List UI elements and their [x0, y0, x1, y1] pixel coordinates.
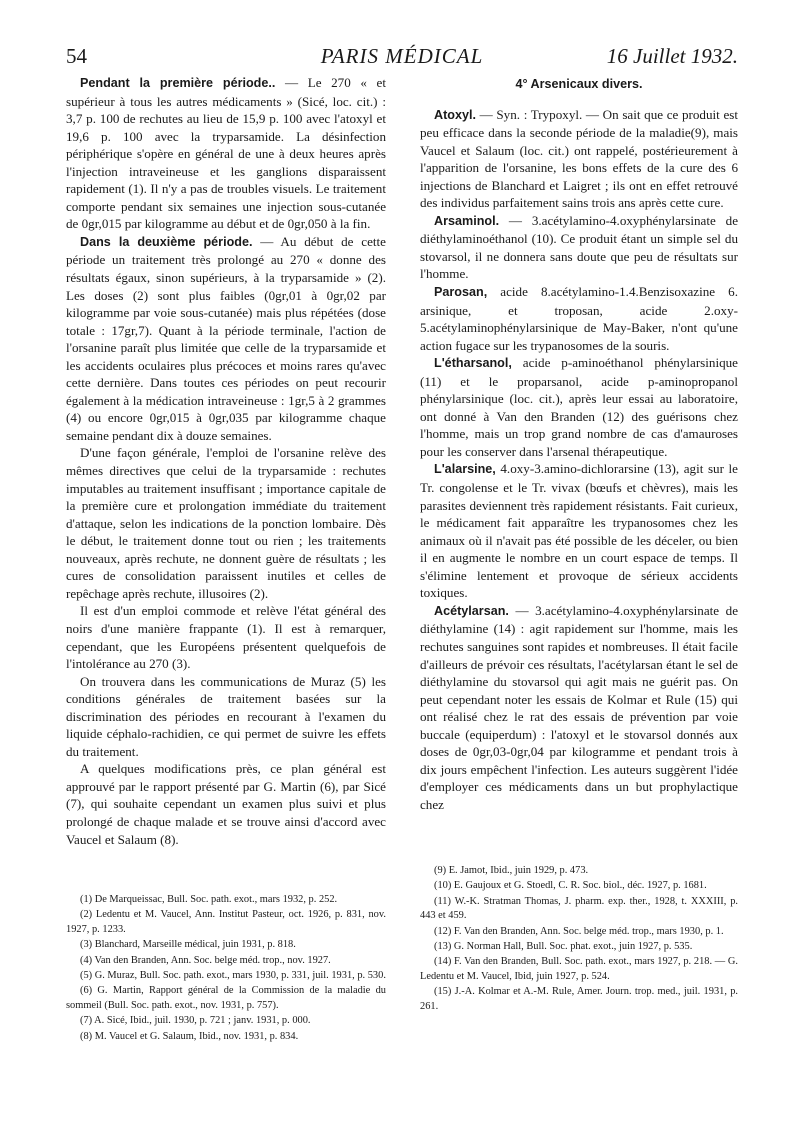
page-header	[66, 44, 738, 74]
footnote: (6) G. Martin, Rapport général de la Commission de la maladie du sommeil (Bull. Soc. path. exot., nov. 1931, p. 757).	[66, 985, 386, 1011]
footnote: (8) M. Vaucel et G. Salaum, Ibid., nov. 1931, p. 834.	[80, 1030, 299, 1042]
paragraph	[66, 74, 386, 233]
paragraph-text: — Le 270 « et supérieur à tous les autres médicaments » (Sicé, loc. cit.) : 3,7 p. 100 de rechutes au lieu de 15,9 p. 100 avec l'atoxyl et 19,6 p. 100 avec la tryparsamide. La désinfection périphérique s'opère en général de une à deux heures après l'injection intraveineuse et les ganglions disparaissent rapidement (1). Il n'y a pas de troubles visuels. Le traitement comporte pendant six semaines une injection sous-cutanée de 0gr,015 par kilogramme au début et de 0gr,050 à la fin.	[66, 75, 386, 232]
page-number: 54	[66, 44, 87, 68]
paragraph-lead: Arsaminol.	[434, 213, 500, 228]
paragraph-text: 4.oxy-3.amino-dichlorarsine (13), agit sur le Tr. congolense et le Tr. vivax (bœufs et chèvres), mais les parasites deviennent très rapidement résistants. Fait curieux, le médicament fait apparaître les trypanosomes chez les animaux où il n'avait pas été possible de les déceler, ou bien il en augmente le nombre en un court espace de temps. Il s'élimine lentement et provoque de sérieux accidents toxiques.	[420, 461, 738, 601]
footnote: (2) Ledentu et M. Vaucel, Ann. Institut Pasteur, oct. 1926, p. 831, nov. 1927, p. 1233.	[66, 909, 386, 935]
paragraph	[420, 212, 738, 283]
paragraph	[420, 602, 738, 814]
paragraph	[420, 283, 738, 354]
footnotes-right	[420, 864, 738, 1014]
section-title: 4° Arsenicaux divers.	[515, 77, 643, 91]
running-title: PARIS MÉDICAL	[320, 44, 484, 68]
paragraph	[420, 460, 738, 601]
paragraph	[66, 444, 386, 602]
left-column	[66, 74, 386, 848]
paragraph-lead: Pendant la première période..	[80, 76, 276, 90]
paragraph-lead: Parosan,	[434, 285, 488, 300]
paragraph-text: — Syn. : Trypoxyl. — On sait que ce produit est peu efficace dans la seconde période de la maladie(9), mais Vaucel et Salaum (loc. cit.) ont rappelé, postérieurement à l'apparition de l'orsanine, les bons effets de la cure des 6 injections de Blanchard et Laigret ; ils ont en effet retrouvé des individus parfaitement sains trois ans après cette cure.	[420, 106, 738, 211]
paragraph-text: — Au début de cette période un traitement très prolongé au 270 « donne des résultats égaux, sinon supérieurs, à la tryparsamide » (2). Les doses (2) sont plus faibles (0gr,01 à 0gr,02 par kilogramme par voie sous-cutanée) mais plus répétées (dose totale : 17gr,7). Quant à la période terminale, l'action de l'orsanine paraît plus limitée que celle de la tryparsamide et les accidents oculaires plus précoces et moins rares qu'avec cette dernière. Dans toutes ces périodes on peut recourir également à la médication intraveineuse : 1gr,5 à 2 grammes (4) ou encore 0gr,015 à 0gr,035 par kilogramme chaque semaine pendant dix à douze semaines.	[66, 233, 386, 443]
footnote: (3) Blanchard, Marseille médical, juin 1931, p. 818.	[80, 939, 296, 951]
issue-date: 16 Juillet 1932.	[606, 44, 738, 68]
paragraph-lead: Atoxyl.	[434, 107, 476, 122]
paragraph	[66, 760, 386, 848]
paragraph-text: Il est d'un emploi commode et relève l'état général des noirs d'une manière frappante (1). Il est à remarquer, cependant, que les Européens présentent quelquefois de l'intolérance au 270 (3).	[66, 603, 386, 672]
paragraph	[420, 354, 738, 460]
paragraph	[66, 602, 386, 672]
footnote: (10) E. Gaujoux et G. Stoedl, C. R. Soc. biol., déc. 1927, p. 1681.	[434, 880, 707, 892]
footnotes-left	[66, 893, 386, 1044]
paragraph-lead: Acétylarsan.	[434, 603, 509, 618]
paragraph-lead: L'étharsanol,	[434, 356, 512, 371]
paragraph	[420, 106, 738, 212]
paragraph-text: — 3.acétylamino-4.oxyphénylarsinate de diéthylaminoéthanol (10). Ce produit étant un simple sel du stovarsol, il ne donnera sans doute que peu de résultats sur l'homme.	[420, 212, 738, 282]
footnote: (11) W.-K. Stratman Thomas, J. pharm. exp. ther., 1928, t. XXXIII, p. 443 et 459.	[420, 895, 738, 922]
footnote: (4) Van den Branden, Ann. Soc. belge méd. trop., nov. 1927.	[80, 954, 331, 966]
footnote: (9) E. Jamot, Ibid., juin 1929, p. 473.	[434, 865, 589, 876]
footnote: (13) G. Norman Hall, Bull. Soc. phat. exot., juin 1927, p. 535.	[434, 941, 693, 953]
right-column	[420, 74, 738, 813]
paragraph-text: — 3.acétylamino-4.oxyphénylarsinate de diéthylamine (14) : agit rapidement sur l'homme, mais les rechutes sanguines sont rapides et nombreuses. Il était facile d'ailleurs de prévoir ces résultats, l'acétylarsan étant le sel de diéthylamine du stovarsol qui agit mais ne guérit pas. On peut cependant noter les essais de Kolmar et Rule (15) qui ont réalisé chez le rat des essais de prévention par voie buccale (equiperdum) : l'atoxyl et le stovarsol donnés aux doses de 0gr,03-0gr,04 par kilogramme et pendant trois à dix jours empêchent l'infection. Les auteurs suggèrent l'idée d'employer ces médicaments dans un but prophylactique chez	[420, 602, 738, 812]
paragraph-text: A quelques modifications près, ce plan général est approuvé par le rapport présenté par G. Martin (6), par Sicé (7), qui souhaite cependant un examen plus suivi et plus prolongé de chaque malade et se trouve ainsi d'accord avec Vaucel et Salaum (8).	[66, 761, 386, 847]
footnote: (12) F. Van den Branden, Ann. Soc. belge méd. trop., mars 1930, p. 1.	[434, 925, 724, 937]
paragraph	[66, 233, 386, 445]
paragraph-text: acide 8.acétylamino-1.4.Benzisoxazine 6. arsinique, et troposan, acide 2.oxy-5.acétylaminophénylarsinique de May-Baker, n'ont qu'une action fugace sur les trypanosomes de la souris.	[420, 284, 738, 353]
footnote: (14) F. Van den Branden, Bull. Soc. path. exot., mars 1927, p. 218. — G. Ledentu et M. Vaucel, Ibid, juin 1927, p. 524.	[420, 956, 738, 982]
paragraph-text: D'une façon générale, l'emploi de l'orsanine relève des mêmes directives que celui de la tryparsamide : rechutes imputables au traitement insuffisant ; importance capitale de la première cure et prolongation immédiate du traitement d'attaque, selon les indications de la ponction lombaire. Dès le début, le traitement donne tout ou rien ; les traitements nouveaux, après rechute, ne donnent guère de résultats ; les cures de consolidation paraissent inutiles et celles de repêchage après rechute, illusoires (2).	[66, 445, 386, 601]
paragraph	[66, 673, 386, 761]
footnote: (5) G. Muraz, Bull. Soc. path. exot., mars 1930, p. 331, juil. 1931, p. 530.	[80, 970, 386, 982]
paragraph-lead: Dans la deuxième période.	[80, 234, 253, 249]
footnote: (15) J.-A. Kolmar et A.-M. Rule, Amer. Journ. trop. med., juil. 1931, p. 261.	[420, 986, 738, 1012]
footnote: (1) De Marqueissac, Bull. Soc. path. exot., mars 1932, p. 252.	[80, 894, 338, 905]
paragraph-text: acide p-aminoéthanol phénylarsinique (11) et le proparsanol, acide p-aminopropanol phénylarsinique (loc. cit.), après leur essai au laboratoire, ont donné à Van den Branden (12) des guérisons chez l'homme, mais un trop grand nombre de cas d'amauroses pour les conserver dans l'arsenal thérapeutique.	[420, 355, 738, 459]
footnote: (7) A. Sicé, Ibid., juil. 1930, p. 721 ; janv. 1931, p. 000.	[80, 1015, 311, 1027]
paragraph-lead: L'alarsine,	[434, 462, 496, 477]
paragraph-text: On trouvera dans les communications de Muraz (5) les conditions générales de traitement basées sur la discrimination des périodes en recourant à l'examen du liquide céphalo-rachidien, ce qui permet de suivre les effets du traitement.	[66, 673, 386, 759]
